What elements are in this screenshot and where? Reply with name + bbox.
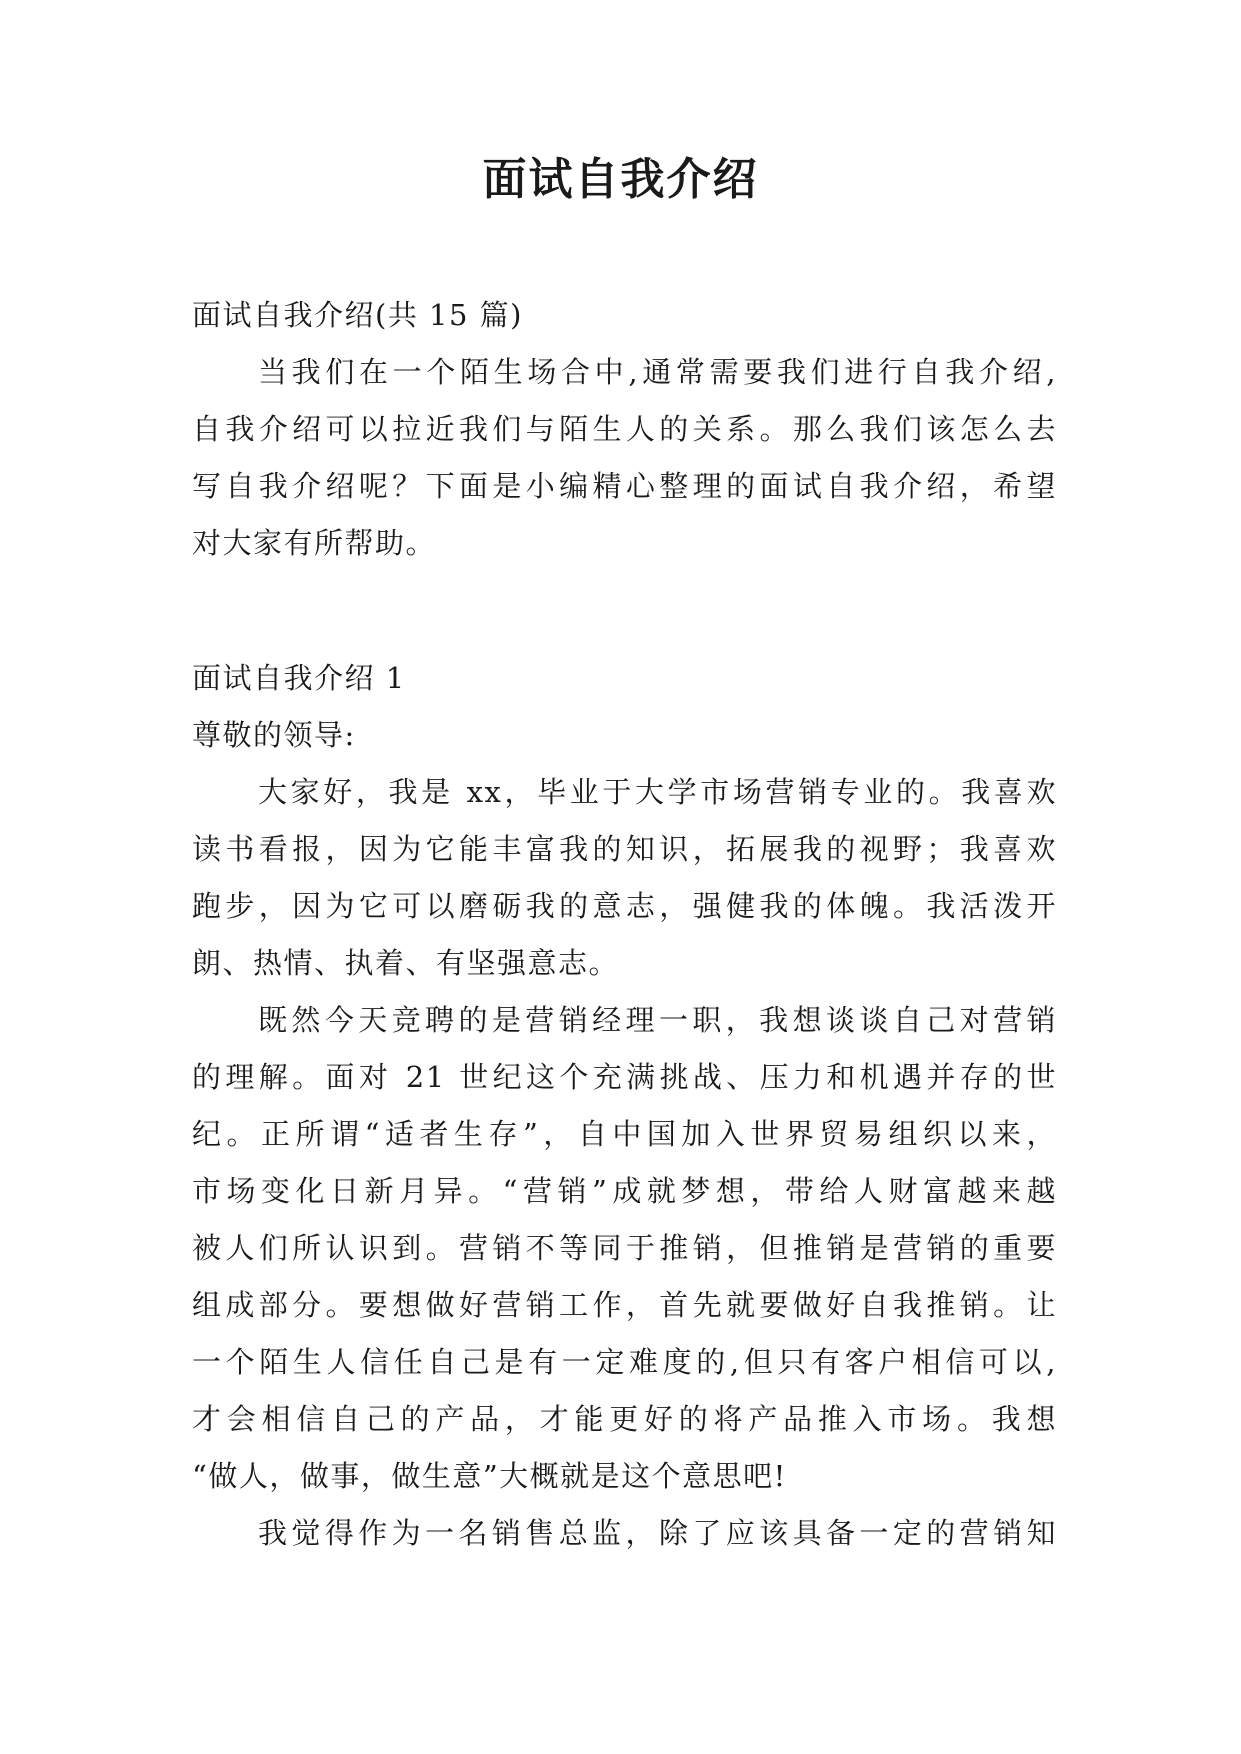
paragraph-line: 被人们所认识到。营销不等同于推销，但推销是营销的重要 xyxy=(192,1231,1057,1265)
paragraph-line: 当我们在一个陌生场合中,通常需要我们进行自我介绍, xyxy=(258,355,1057,389)
paragraph-line: 自我介绍可以拉近我们与陌生人的关系。那么我们该怎么去 xyxy=(192,412,1057,446)
paragraph-line: 大家好，我是 xx，毕业于大学市场营销专业的。我喜欢 xyxy=(258,775,1057,809)
paragraph-line: 对大家有所帮助。 xyxy=(192,526,437,560)
paragraph-line: 既然今天竞聘的是营销经理一职，我想谈谈自己对营销 xyxy=(258,1003,1057,1037)
section-gap xyxy=(192,572,1057,650)
paragraph-line: 写自我介绍呢？下面是小编精心整理的面试自我介绍，希望 xyxy=(192,469,1057,503)
paragraph-line: 市场变化日新月异。“营销”成就梦想，带给人财富越来越 xyxy=(192,1174,1057,1208)
paragraph-line: 一个陌生人信任自己是有一定难度的,但只有客户相信可以, xyxy=(192,1345,1057,1379)
paragraph-line: 跑步，因为它可以磨砺我的意志，强健我的体魄。我活泼开 xyxy=(192,889,1057,923)
document-body xyxy=(192,287,1057,1562)
paragraph-line: 我觉得作为一名销售总监，除了应该具备一定的营销知 xyxy=(258,1516,1057,1550)
paragraph-line: 读书看报，因为它能丰富我的知识，拓展我的视野；我喜欢 xyxy=(192,832,1057,866)
paragraph-line: 的理解。面对 21 世纪这个充满挑战、压力和机遇并存的世 xyxy=(192,1060,1057,1094)
paragraph-2 xyxy=(192,992,1057,1505)
salutation: 尊敬的领导: xyxy=(192,718,356,752)
intro-paragraph xyxy=(192,344,1057,572)
document-title: 面试自我介绍 xyxy=(482,154,759,205)
paragraph-1 xyxy=(192,764,1057,992)
paragraph-line: 才会相信自己的产品，才能更好的将产品推入市场。我想 xyxy=(192,1402,1057,1436)
paragraph-line: “做人，做事，做生意”大概就是这个意思吧! xyxy=(192,1459,787,1493)
section-heading: 面试自我介绍 1 xyxy=(192,661,406,695)
paragraph-line: 朗、热情、执着、有坚强意志。 xyxy=(192,946,620,980)
paragraph-line: 组成部分。要想做好营销工作，首先就要做好自我推销。让 xyxy=(192,1288,1057,1322)
paragraph-3 xyxy=(192,1505,1057,1562)
collection-subtitle: 面试自我介绍(共 15 篇) xyxy=(192,298,523,332)
paragraph-line: 纪。正所谓“适者生存”，自中国加入世界贸易组织以来， xyxy=(192,1117,1057,1151)
